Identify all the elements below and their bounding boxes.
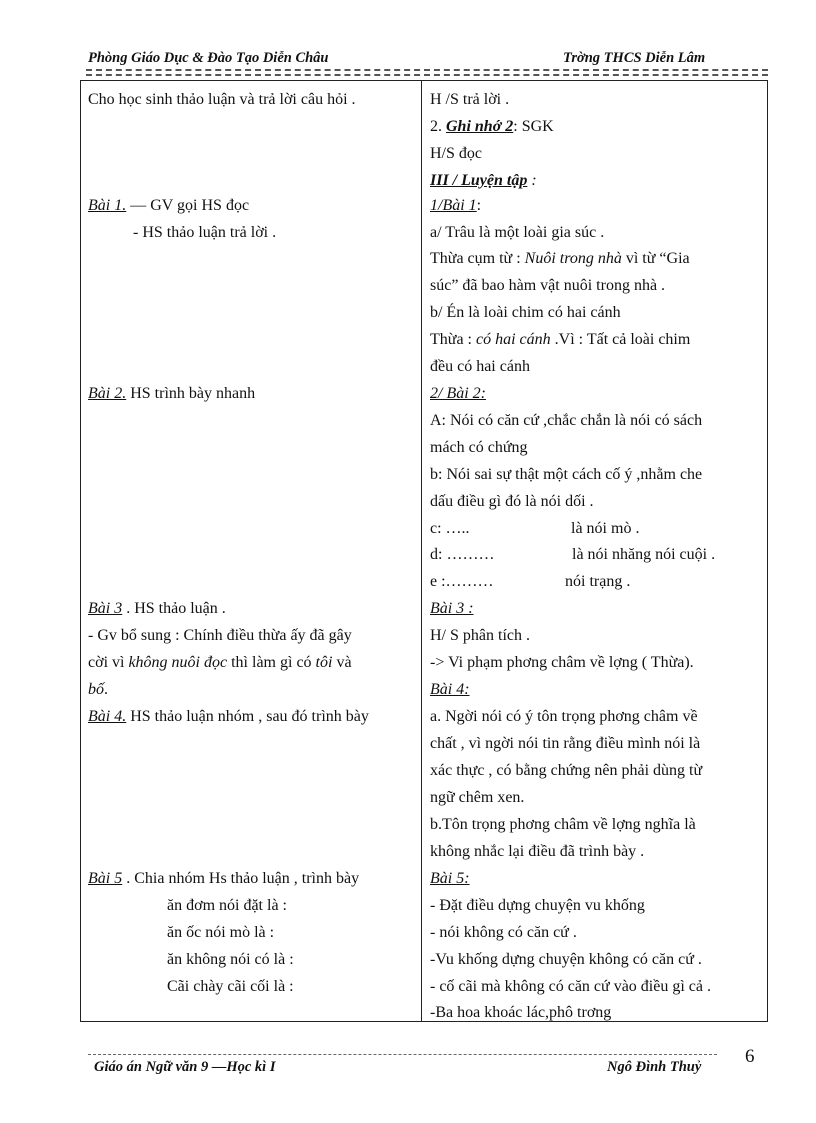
right-r35: -Ba hoa khoác lác,phô trơng xyxy=(430,1004,612,1021)
right-r19-b: nói trạng . xyxy=(565,573,631,590)
right-r18-b: là nói nhăng nói cuội . xyxy=(572,546,716,563)
right-r5 xyxy=(430,195,481,217)
r10-c: .Vì : Tất cả loài chim xyxy=(550,331,691,348)
right-r6: a/ Trâu là một loài gia súc . xyxy=(430,224,605,241)
left-bai3 xyxy=(88,598,226,620)
bai1-label: Bài 1. xyxy=(88,197,127,214)
right-r32: - nói không có căn cứ . xyxy=(430,924,577,941)
right-r2 xyxy=(430,116,554,138)
left-bai4 xyxy=(88,706,369,728)
right-r25: chất , vì ngời nói tin rằng điều mình nói là xyxy=(430,735,701,752)
right-r1: H /S trả lời . xyxy=(430,91,510,108)
left-bai1-sub: - HS thảo luận trả lời . xyxy=(133,224,277,241)
lesson-table xyxy=(80,80,768,1022)
r5-bai1: 1/Bài 1 xyxy=(430,197,477,214)
r2-c: : SGK xyxy=(513,118,554,135)
column-divider xyxy=(421,81,422,1021)
bai5-label: Bài 5 xyxy=(88,870,123,887)
gv-line2-b: không nuôi đọc xyxy=(128,654,228,671)
footer-rule xyxy=(88,1054,717,1055)
gv-line2-e: và xyxy=(332,654,352,671)
gv-line3-a: bố xyxy=(88,681,104,698)
right-r13: A: Nói có căn cứ ,chắc chắn là nói có sách xyxy=(430,412,703,429)
right-r26: xác thực , có bằng chứng nên phải dùng từ xyxy=(430,762,703,779)
right-r10 xyxy=(430,329,690,351)
right-r33: -Vu khống dựng chuyện không có căn cứ . xyxy=(430,951,702,968)
right-r7 xyxy=(430,248,690,270)
right-r11: đều có hai cánh xyxy=(430,358,530,375)
header-right: Trờng THCS Diễn Lâm xyxy=(563,50,706,66)
footer-right: Ngô Đình Thuỷ xyxy=(607,1059,702,1075)
r7-c: vì từ “Gia xyxy=(621,250,690,267)
r10-a: Thừa : xyxy=(430,331,476,348)
gv-line2-a: cời vì xyxy=(88,654,129,671)
right-r29: không nhắc lại điều đã trình bày . xyxy=(430,843,645,860)
right-r27: ngữ chêm xen. xyxy=(430,789,525,806)
footer-left: Giáo án Ngữ văn 9 —Học kì I xyxy=(94,1059,276,1075)
bai1-text: — GV gọi HS đọc xyxy=(126,197,250,214)
left-q4: Cãi chày cãi cối là : xyxy=(167,978,294,995)
r2-a: 2. xyxy=(430,118,446,135)
right-r16: dấu điều gì đó là nói dối . xyxy=(430,493,594,510)
right-r22: -> Vi phạm phơng châm về lợng ( Thừa). xyxy=(430,654,694,671)
right-r21: H/ S phân tích . xyxy=(430,627,530,644)
left-bai5 xyxy=(88,868,359,890)
bai4-text: HS thảo luận nhóm , sau đó trình bày xyxy=(126,708,369,725)
gv-line2-d: tôi xyxy=(315,654,333,671)
right-r30: Bài 5: xyxy=(430,870,470,887)
right-r15: b: Nói sai sự thật một cách cố ý ,nhằm che xyxy=(430,466,703,483)
left-bai1 xyxy=(88,195,249,217)
bai4-label: Bài 4. xyxy=(88,708,127,725)
bai5-text: . Chia nhóm Hs thảo luận , trình bày xyxy=(122,870,360,887)
right-r23: Bài 4: xyxy=(430,681,470,698)
r4-luyen-tap: III / Luyện tập xyxy=(430,172,528,189)
right-r9: b/ Én là loài chim có hai cánh xyxy=(430,304,621,321)
right-r17-b: là nói mò . xyxy=(571,520,640,537)
bai2-label: Bài 2. xyxy=(88,385,127,402)
right-r14: mách có chứng xyxy=(430,439,528,456)
bai2-text: HS trình bày nhanh xyxy=(126,385,256,402)
right-r17-a: c: ….. xyxy=(430,520,470,537)
r4-b: : xyxy=(527,172,537,189)
left-q3: ăn không nói có là : xyxy=(167,951,294,968)
left-gv-line3 xyxy=(88,679,108,701)
r2-ghi-nho: Ghi nhớ 2 xyxy=(446,118,514,135)
left-gv-line2 xyxy=(88,652,352,674)
gv-line3-b: . xyxy=(104,681,108,698)
r7-b: Nuôi trong nhà xyxy=(524,250,622,267)
r7-a: Thừa cụm từ : xyxy=(430,250,525,267)
r5-b: : xyxy=(476,197,482,214)
right-r12: 2/ Bài 2: xyxy=(430,385,486,402)
left-bai2 xyxy=(88,383,255,405)
right-r18-a: d: ……… xyxy=(430,546,495,563)
right-r8: súc” đã bao hàm vật nuôi trong nhà . xyxy=(430,277,666,294)
right-r24: a. Ngời nói có ý tôn trọng phơng châm về xyxy=(430,708,698,725)
bai3-label: Bài 3 xyxy=(88,600,123,617)
page-number: 6 xyxy=(745,1046,755,1067)
right-r31: - Đặt điều dựng chuyện vu khống xyxy=(430,897,645,914)
header-left: Phòng Giáo Dục & Đào Tạo Diễn Châu xyxy=(88,50,329,66)
right-r34: - cố cãi mà không có căn cứ vào điều gì cả . xyxy=(430,978,711,995)
bai3-text: . HS thảo luận . xyxy=(122,600,226,617)
gv-line2-c: thì làm gì có xyxy=(227,654,316,671)
left-gv-line1: - Gv bổ sung : Chính điều thừa ấy đã gây xyxy=(88,627,352,644)
right-r19-a: e :……… xyxy=(430,573,494,590)
r10-b: có hai cánh xyxy=(476,331,551,348)
header-rule xyxy=(86,69,768,76)
right-r4 xyxy=(430,170,537,192)
left-q1: ăn đơm nói đặt là : xyxy=(167,897,287,914)
right-r20: Bài 3 : xyxy=(430,600,474,617)
right-r28: b.Tôn trọng phơng châm về lợng nghĩa là xyxy=(430,816,696,833)
left-intro: Cho học sinh thảo luận và trả lời câu hỏi . xyxy=(88,91,356,108)
left-q2: ăn ốc nói mò là : xyxy=(167,924,275,941)
right-r3: H/S đọc xyxy=(430,145,482,162)
